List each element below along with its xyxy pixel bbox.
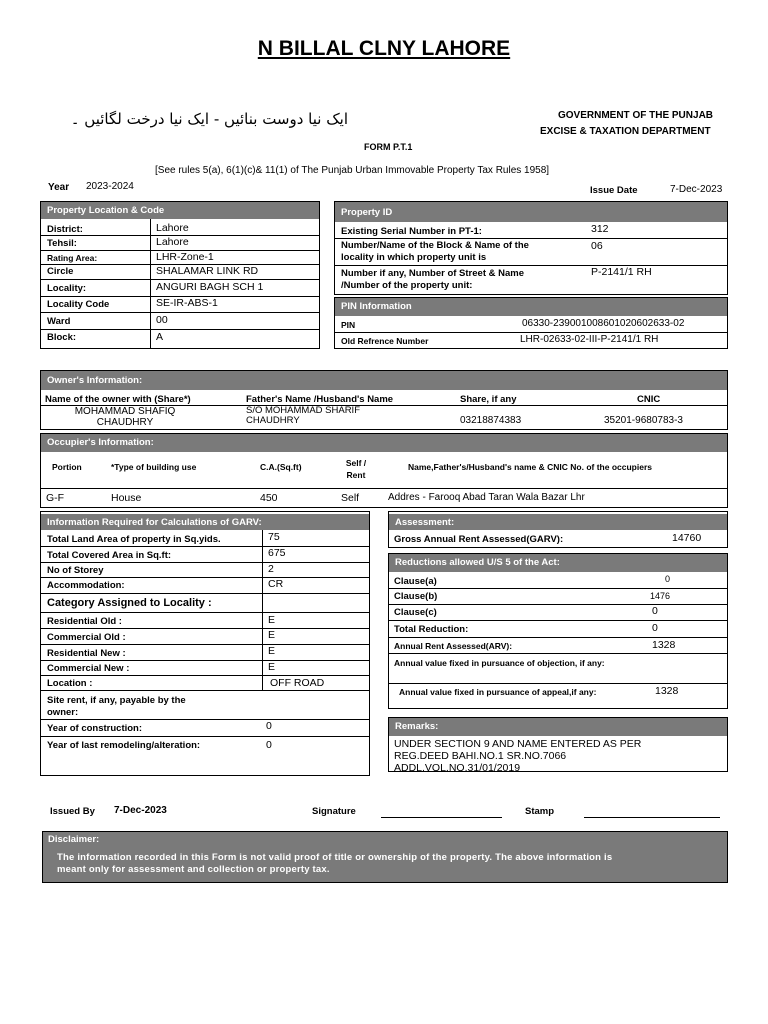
gross-rent-value: 14760: [672, 532, 702, 544]
accommodation-value: CR: [268, 578, 284, 590]
res-new-label: Residential New :: [47, 648, 126, 659]
year-label: Year: [48, 182, 70, 193]
storey-label: No of Storey: [47, 565, 104, 576]
occupier-col-area: C.A.(Sq.ft): [260, 462, 302, 472]
covered-area-value: 675: [268, 547, 286, 559]
clause-c-label: Clause(c): [394, 607, 437, 618]
street-label: Number if any, Number of Street & Name /Number of the property unit:: [341, 268, 525, 291]
owner-father: S/O MOHAMMAD SHARIF CHAUDHRY: [246, 405, 361, 426]
rating-area-value: LHR-Zone-1: [156, 251, 214, 263]
com-old-label: Commercial Old :: [47, 632, 126, 643]
locality-value: ANGURI BAGH SCH 1: [156, 281, 264, 293]
stamp-line: [584, 817, 720, 818]
remarks-text: UNDER SECTION 9 AND NAME ENTERED AS PER REG.DEED BAHI.NO.1 SR.NO.7066 ADDL.VOL.NO.31/01/2019: [394, 738, 642, 774]
appeal-value: 1328: [655, 685, 679, 697]
serial-value: 312: [591, 223, 609, 235]
disclaimer-text: The information recorded in this Form is not valid proof of title or ownership of the property. The above information is meant only for assessment and collection or property tax.: [57, 852, 613, 875]
owner-col-father: Father's Name /Husband's Name: [246, 394, 394, 405]
clause-a-label: Clause(a): [394, 576, 437, 587]
garv-header: Information Required for Calculations of GARV:: [41, 514, 369, 530]
appeal-label: Annual value fixed in pursuance of appeal,if any:: [399, 687, 597, 697]
remodel-label: Year of last remodeling/alteration:: [47, 740, 201, 751]
year-value: 2023-2024: [86, 181, 134, 192]
rating-area-label: Rating Area:: [47, 253, 98, 263]
serial-label: Existing Serial Number in PT-1:: [341, 226, 482, 237]
owner-share: 03218874383: [460, 415, 522, 426]
total-reduction-value: 0: [652, 622, 658, 634]
property-id-header: Property ID: [335, 202, 727, 222]
assessment-header: Assessment:: [389, 514, 727, 530]
arv-label: Annual Rent Assessed(ARV):: [394, 641, 513, 651]
occupier-col-self: Self / Rent: [345, 458, 367, 480]
locality-code-label: Locality Code: [47, 299, 110, 310]
res-new-value: E: [268, 645, 276, 657]
locality-code-value: SE-IR-ABS-1: [156, 297, 218, 309]
com-old-value: E: [268, 629, 276, 641]
occupier-self: Self: [341, 492, 360, 504]
total-reduction-label: Total Reduction:: [394, 624, 469, 635]
district-value: Lahore: [156, 222, 189, 234]
clause-b-value: 1476: [650, 591, 671, 601]
location-type-value: OFF ROAD: [270, 677, 325, 689]
owner-col-share: Share, if any: [460, 394, 517, 405]
reductions-header: Reductions allowed U/S 5 of the Act:: [389, 554, 727, 572]
remodel-value: 0: [266, 739, 272, 751]
pin-value: 06330-239001008601020602633-02: [522, 318, 685, 329]
occupier-col-portion: Portion: [52, 462, 82, 472]
com-new-label: Commercial New :: [47, 663, 130, 674]
signature-line: [381, 817, 502, 818]
construction-value: 0: [266, 720, 272, 732]
issued-by-date: 7-Dec-2023: [114, 805, 167, 816]
signature-label: Signature: [312, 806, 356, 817]
form-name: FORM P.T.1: [364, 142, 413, 152]
owner-cnic: 35201-9680783-3: [604, 415, 683, 426]
covered-area-label: Total Covered Area in Sq.ft:: [47, 550, 172, 561]
occupier-col-name: Name,Father's/Husband's name & CNIC No. of the occupiers: [408, 462, 652, 472]
occupier-header: Occupier's Information:: [41, 434, 727, 452]
issue-date-label: Issue Date: [590, 185, 638, 196]
occupier-area: 450: [260, 492, 278, 504]
block-label: Block:: [47, 332, 77, 343]
clause-b-label: Clause(b): [394, 591, 438, 602]
govt-name: GOVERNMENT OF THE PUNJAB: [558, 110, 714, 121]
land-area-label: Total Land Area of property in Sq.yids.: [47, 534, 221, 545]
owner-col-name: Name of the owner with (Share*): [45, 394, 191, 405]
occupier-type: House: [111, 492, 142, 504]
issued-by-label: Issued By: [50, 806, 95, 817]
arv-value: 1328: [652, 639, 676, 651]
disclaimer-header: Disclaimer:: [48, 834, 100, 845]
ward-value: 00: [156, 314, 168, 326]
circle-value: SHALAMAR LINK RD: [156, 265, 259, 277]
site-rent-label: Site rent, if any, payable by the owner:: [47, 695, 186, 718]
dept-name: EXCISE & TAXATION DEPARTMENT: [540, 126, 711, 137]
storey-value: 2: [268, 563, 274, 575]
locality-label: Locality:: [47, 283, 87, 294]
block-name-label: Number/Name of the Block & Name of the locality in which property unit is: [341, 240, 529, 263]
owner-name: MOHAMMAD SHAFIQ CHAUDHRY: [74, 406, 176, 428]
com-new-value: E: [268, 661, 276, 673]
page-title: N BILLAL CLNY LAHORE: [257, 37, 511, 60]
occupier-portion: G-F: [46, 492, 65, 504]
block-name-value: 06: [591, 240, 603, 252]
owner-col-cnic: CNIC: [637, 394, 661, 405]
location-type-label: Location :: [47, 678, 93, 689]
street-value: P-2141/1 RH: [591, 266, 652, 278]
clause-c-value: 0: [652, 605, 658, 617]
block-value: A: [156, 331, 164, 343]
pin-label: PIN: [341, 320, 356, 330]
issue-date-value: 7-Dec-2023: [670, 184, 723, 195]
gross-rent-label: Gross Annual Rent Assessed(GARV):: [394, 534, 564, 545]
district-label: District:: [47, 224, 83, 235]
clause-a-value: 0: [665, 574, 671, 584]
occupier-name: Addres - Farooq Abad Taran Wala Bazar Lhr: [388, 492, 585, 503]
rules-text: [See rules 5(a), 6(1)(c)& 11(1) of The Punjab Urban Immovable Property Tax Rules 1958]: [155, 165, 550, 176]
ward-label: Ward: [47, 316, 71, 327]
construction-label: Year of construction:: [47, 723, 143, 734]
tehsil-label: Tehsil:: [47, 238, 77, 249]
tehsil-value: Lahore: [156, 236, 189, 248]
circle-label: Circle: [47, 266, 74, 277]
stamp-label: Stamp: [525, 806, 555, 817]
remarks-header: Remarks:: [389, 718, 727, 736]
urdu-slogan: ایک نیا دوست بنائیں - ایک نیا درخت لگائیں ۔: [70, 110, 348, 128]
old-ref-value: LHR-02633-02-III-P-2141/1 RH: [520, 334, 659, 345]
res-old-value: E: [268, 614, 276, 626]
res-old-label: Residential Old :: [47, 616, 122, 627]
owner-header: Owner's Information:: [41, 371, 727, 390]
accommodation-label: Accommodation:: [47, 580, 125, 591]
pin-header: PIN Information: [335, 298, 727, 316]
land-area-value: 75: [268, 531, 280, 543]
category-label: Category Assigned to Locality :: [47, 597, 212, 609]
occupier-col-type: *Type of building use: [111, 462, 197, 472]
objection-label: Annual value fixed in pursuance of objection, if any:: [394, 658, 605, 668]
old-ref-label: Old Refrence Number: [341, 336, 429, 346]
location-header: Property Location & Code: [41, 202, 319, 219]
